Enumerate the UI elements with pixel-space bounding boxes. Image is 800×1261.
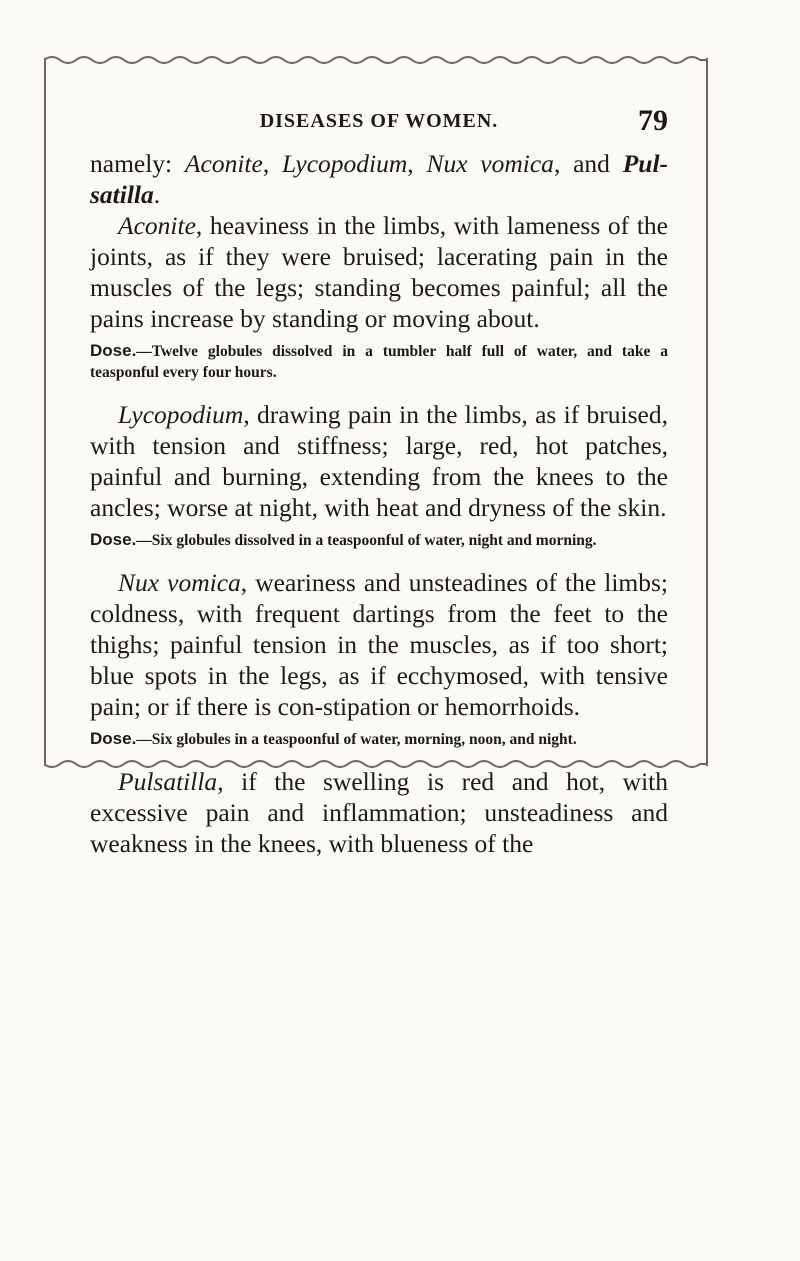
intro-pulsatilla: Pul-satilla [90, 149, 669, 209]
intro-end: . [153, 180, 161, 209]
remedy-name: Lycopodium [118, 400, 244, 429]
intro-lead: namely: [90, 149, 185, 178]
running-head: DISEASES OF WOMEN. [259, 110, 499, 132]
nux-vomica-dose [90, 728, 668, 750]
intro-aconite: Aconite [184, 149, 263, 178]
intro-paragraph [90, 148, 668, 210]
remedy-description: , heaviness in the limbs, with lameness of the joints, as if they were bruised; lacerating pain in the muscles of the legs; standing becomes painful; all the pains increase by standing or moving about. [90, 211, 668, 333]
aconite-paragraph [90, 210, 668, 334]
page-number: 79 [638, 104, 668, 137]
dose-text: —Six globules in a teaspoonful of water, morning, noon, and night. [136, 731, 577, 748]
remedy-name: Nux vomica [118, 568, 241, 597]
dose-label: Dose. [90, 341, 137, 360]
dose-label: Dose. [90, 729, 137, 748]
remedy-description: , weariness and unsteadines of the limbs; coldness, with frequent dartings from the feet to the thighs; painful tension in the muscles, as if too short; blue spots in the legs, as if ecchymosed, with tensive pain; or if there is con-stipation or hemorrhoids. [90, 568, 668, 721]
intro-nux: Nux vomica [426, 149, 554, 178]
dose-label: Dose. [90, 530, 137, 549]
intro-separator: , and [553, 149, 623, 178]
remedy-description: , drawing pain in the limbs, as if bruised, with tension and stiffness; large, red, hot patches, painful and burning, extending from the knees to the ancles; worse at night, with heat and dryness of the skin. [90, 400, 668, 522]
page-body [90, 148, 668, 859]
intro-separator: , [262, 149, 282, 178]
lycopodium-dose [90, 529, 668, 551]
lycopodium-paragraph [90, 399, 668, 523]
dose-text: —Twelve globules dissolved in a tumbler half full of water, and take a teasponful every four hours. [90, 343, 668, 381]
dose-text: —Six globules dissolved in a teaspoonful of water, night and morning. [136, 532, 597, 549]
intro-separator: , [407, 149, 427, 178]
pulsatilla-paragraph [90, 766, 668, 859]
remedy-description: , if the swelling is red and hot, with excessive pain and inflammation; unsteadiness and weakness in the knees, with blueness of the [90, 767, 668, 858]
aconite-dose [90, 340, 668, 383]
page-header [90, 104, 668, 138]
intro-lycopodium: Lycopodium [281, 149, 408, 178]
remedy-name: Aconite [118, 211, 196, 240]
nux-vomica-paragraph [90, 567, 668, 722]
remedy-name: Pulsatilla [118, 767, 218, 796]
